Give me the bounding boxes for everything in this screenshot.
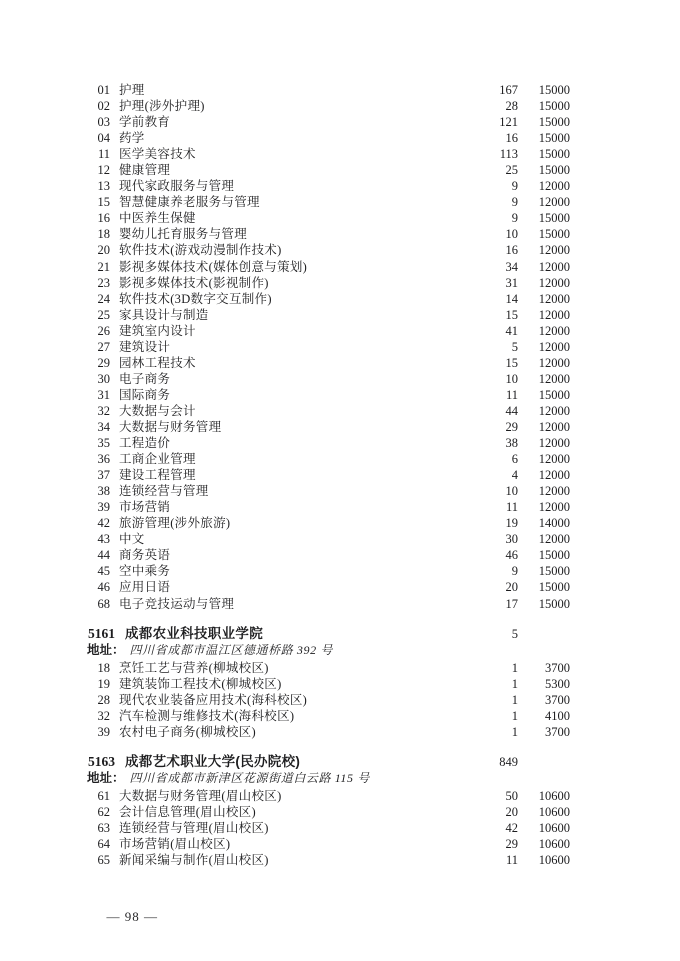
program-code: 11 xyxy=(97,147,110,162)
program-row xyxy=(88,82,570,98)
program-code: 20 xyxy=(97,243,110,258)
program-code: 44 xyxy=(97,548,110,563)
program-count: 9 xyxy=(511,179,518,194)
program-name: 会计信息管理(眉山校区) xyxy=(119,804,256,819)
program-count: 44 xyxy=(505,403,518,418)
program-row xyxy=(88,146,570,162)
program-name: 应用日语 xyxy=(119,580,171,595)
program-fee: 15000 xyxy=(538,580,570,595)
program-fee: 12000 xyxy=(538,179,570,194)
program-count: 20 xyxy=(505,580,518,595)
program-count: 1 xyxy=(511,708,518,723)
program-code: 26 xyxy=(97,323,110,338)
program-row xyxy=(88,210,570,226)
program-row xyxy=(88,98,570,114)
program-count: 11 xyxy=(505,500,518,515)
program-name: 工商企业管理 xyxy=(119,452,196,467)
program-count: 1 xyxy=(511,676,518,691)
program-name: 软件技术(3D数字交互制作) xyxy=(119,291,272,306)
program-name: 建设工程管理 xyxy=(119,468,196,483)
program-row xyxy=(88,291,570,307)
university-code: 5161 xyxy=(88,625,115,641)
program-code: 18 xyxy=(97,227,110,242)
program-code: 12 xyxy=(97,163,110,178)
university-header xyxy=(88,625,570,642)
program-row xyxy=(88,804,570,820)
program-code: 04 xyxy=(97,131,110,146)
program-fee: 15000 xyxy=(538,387,570,402)
program-fee: 12000 xyxy=(538,403,570,418)
program-code: 15 xyxy=(97,195,110,210)
program-name: 护理(涉外护理) xyxy=(119,99,205,114)
program-count: 11 xyxy=(505,387,518,402)
program-count: 19 xyxy=(505,516,518,531)
program-row xyxy=(88,451,570,467)
program-name: 汽车检测与维修技术(海科校区) xyxy=(119,708,295,723)
program-name: 中文 xyxy=(119,532,145,547)
program-code: 01 xyxy=(97,83,110,97)
program-count: 16 xyxy=(505,243,518,258)
program-code: 46 xyxy=(97,580,110,595)
program-fee: 12000 xyxy=(538,243,570,258)
program-fee: 10600 xyxy=(538,852,570,867)
university-name: 成都艺术职业大学(民办院校) xyxy=(125,753,301,769)
program-row xyxy=(88,162,570,178)
program-name: 护理 xyxy=(119,83,145,97)
program-row xyxy=(88,708,570,724)
university-section-5161 xyxy=(88,625,570,740)
program-name: 电子商务 xyxy=(119,371,171,386)
program-count: 1 xyxy=(511,724,518,739)
program-row xyxy=(88,307,570,323)
program-name: 工程造价 xyxy=(119,436,171,451)
program-code: 43 xyxy=(97,532,110,547)
program-name: 新闻采编与制作(眉山校区) xyxy=(119,852,269,867)
program-code: 37 xyxy=(97,468,110,483)
program-fee: 12000 xyxy=(538,452,570,467)
program-row xyxy=(88,178,570,194)
program-name: 药学 xyxy=(119,131,145,146)
program-fee: 5300 xyxy=(545,676,570,691)
program-name: 旅游管理(涉外旅游) xyxy=(119,516,231,531)
address-value: 四川省成都市温江区德通桥路 392 号 xyxy=(129,642,333,657)
program-count: 25 xyxy=(505,163,518,178)
program-fee: 10600 xyxy=(538,804,570,819)
program-code: 34 xyxy=(97,419,110,434)
program-fee: 12000 xyxy=(538,436,570,451)
program-count: 38 xyxy=(505,436,518,451)
program-row xyxy=(88,579,570,595)
program-fee: 12000 xyxy=(538,468,570,483)
program-name: 影视多媒体技术(媒体创意与策划) xyxy=(119,259,308,274)
program-fee: 12000 xyxy=(538,291,570,306)
program-name: 市场营销(眉山校区) xyxy=(119,836,231,851)
program-fee: 15000 xyxy=(538,596,570,611)
program-fee: 10600 xyxy=(538,788,570,803)
program-row xyxy=(88,836,570,852)
program-count: 9 xyxy=(511,211,518,226)
program-count: 31 xyxy=(505,275,518,290)
program-code: 24 xyxy=(97,291,110,306)
program-fee: 3700 xyxy=(545,692,570,707)
program-name: 影视多媒体技术(影视制作) xyxy=(119,275,269,290)
program-fee: 15000 xyxy=(538,548,570,563)
program-code: 21 xyxy=(97,259,110,274)
program-fee: 12000 xyxy=(538,259,570,274)
program-name: 大数据与财务管理(眉山校区) xyxy=(119,788,282,803)
program-name: 中医养生保健 xyxy=(119,211,196,226)
page-number: — 98 — xyxy=(106,909,158,924)
program-code: 64 xyxy=(97,836,110,851)
program-count: 121 xyxy=(499,115,518,130)
program-name: 建筑装饰工程技术(柳城校区) xyxy=(119,676,282,691)
program-row xyxy=(88,130,570,146)
program-code: 16 xyxy=(97,211,110,226)
program-row xyxy=(88,403,570,419)
program-count: 28 xyxy=(505,99,518,114)
document-content xyxy=(88,82,570,868)
program-rows xyxy=(88,788,570,868)
program-name: 现代家政服务与管理 xyxy=(119,179,235,194)
program-row xyxy=(88,339,570,355)
program-fee: 15000 xyxy=(538,564,570,579)
program-fee: 15000 xyxy=(538,211,570,226)
program-row xyxy=(88,676,570,692)
program-row xyxy=(88,467,570,483)
program-fee: 12000 xyxy=(538,339,570,354)
program-code: 03 xyxy=(97,115,110,130)
program-count: 9 xyxy=(511,564,518,579)
program-fee: 12000 xyxy=(538,323,570,338)
program-count: 1 xyxy=(511,692,518,707)
program-fee: 3700 xyxy=(545,724,570,739)
program-fee: 15000 xyxy=(538,99,570,114)
program-code: 18 xyxy=(97,660,110,675)
program-name: 婴幼儿托育服务与管理 xyxy=(119,227,248,242)
program-name: 园林工程技术 xyxy=(119,355,196,370)
program-code: 39 xyxy=(97,724,110,739)
program-name: 建筑设计 xyxy=(119,339,171,354)
program-code: 63 xyxy=(97,820,110,835)
program-name: 现代农业装备应用技术(海科校区) xyxy=(119,692,308,707)
program-fee: 4100 xyxy=(545,708,570,723)
program-fee: 12000 xyxy=(538,532,570,547)
program-code: 19 xyxy=(97,676,110,691)
program-row xyxy=(88,259,570,275)
program-code: 38 xyxy=(97,484,110,499)
program-row xyxy=(88,531,570,547)
program-fee: 14000 xyxy=(538,516,570,531)
program-count: 10 xyxy=(505,484,518,499)
program-count: 41 xyxy=(505,323,518,338)
program-fee: 12000 xyxy=(538,419,570,434)
program-name: 健康管理 xyxy=(119,163,171,178)
program-row xyxy=(88,226,570,242)
university-name: 成都农业科技职业学院 xyxy=(125,625,263,641)
program-name: 大数据与会计 xyxy=(119,403,196,418)
program-name: 国际商务 xyxy=(119,387,171,402)
program-name: 大数据与财务管理 xyxy=(119,419,222,434)
university-address-line xyxy=(87,770,570,786)
university-total-count: 849 xyxy=(499,754,518,769)
program-code: 32 xyxy=(97,403,110,418)
program-fee: 12000 xyxy=(538,371,570,386)
program-code: 23 xyxy=(97,275,110,290)
program-fee: 15000 xyxy=(538,147,570,162)
program-count: 15 xyxy=(505,307,518,322)
program-code: 25 xyxy=(97,307,110,322)
university-total-count: 5 xyxy=(511,626,518,641)
program-row xyxy=(88,194,570,210)
program-row xyxy=(88,242,570,258)
program-count: 29 xyxy=(505,419,518,434)
program-fee: 15000 xyxy=(538,115,570,130)
program-count: 113 xyxy=(499,147,518,162)
program-code: 02 xyxy=(97,99,110,114)
program-count: 10 xyxy=(505,227,518,242)
program-count: 20 xyxy=(505,804,518,819)
program-rows xyxy=(88,82,570,612)
program-name: 智慧健康养老服务与管理 xyxy=(119,195,260,210)
program-fee: 15000 xyxy=(538,131,570,146)
program-row xyxy=(88,724,570,740)
program-code: 62 xyxy=(97,804,110,819)
program-row xyxy=(88,419,570,435)
program-row xyxy=(88,114,570,130)
program-count: 16 xyxy=(505,131,518,146)
program-code: 61 xyxy=(97,788,110,803)
program-code: 35 xyxy=(97,436,110,451)
program-count: 29 xyxy=(505,836,518,851)
program-count: 17 xyxy=(505,596,518,611)
program-list-continuation xyxy=(88,82,570,612)
program-row xyxy=(88,788,570,804)
program-name: 建筑室内设计 xyxy=(119,323,196,338)
program-count: 30 xyxy=(505,532,518,547)
program-row xyxy=(88,275,570,291)
program-name: 医学美容技术 xyxy=(119,147,196,162)
program-row xyxy=(88,547,570,563)
program-count: 6 xyxy=(511,452,518,467)
program-count: 4 xyxy=(511,468,518,483)
program-fee: 10600 xyxy=(538,820,570,835)
page-footer xyxy=(98,893,158,925)
program-count: 167 xyxy=(499,83,518,97)
program-fee: 12000 xyxy=(538,500,570,515)
program-row xyxy=(88,660,570,676)
program-fee: 12000 xyxy=(538,484,570,499)
program-code: 65 xyxy=(97,852,110,867)
program-row xyxy=(88,371,570,387)
program-row xyxy=(88,852,570,868)
program-name: 软件技术(游戏动漫制作技术) xyxy=(119,243,282,258)
university-address-line xyxy=(87,642,570,658)
program-code: 42 xyxy=(97,516,110,531)
program-code: 68 xyxy=(97,596,110,611)
university-code: 5163 xyxy=(88,753,115,769)
program-name: 连锁经营与管理 xyxy=(119,484,209,499)
program-fee: 15000 xyxy=(538,83,570,97)
program-name: 电子竞技运动与管理 xyxy=(119,596,235,611)
program-count: 50 xyxy=(505,788,518,803)
program-row xyxy=(88,563,570,579)
program-code: 39 xyxy=(97,500,110,515)
program-fee: 12000 xyxy=(538,275,570,290)
program-fee: 15000 xyxy=(538,227,570,242)
program-code: 27 xyxy=(97,339,110,354)
address-label: 地址： xyxy=(87,770,125,785)
program-name: 烹饪工艺与营养(柳城校区) xyxy=(119,660,269,675)
program-name: 市场营销 xyxy=(119,500,171,515)
program-name: 学前教育 xyxy=(119,115,171,130)
program-code: 36 xyxy=(97,452,110,467)
program-code: 29 xyxy=(97,355,110,370)
program-row xyxy=(88,820,570,836)
program-count: 11 xyxy=(505,852,518,867)
program-count: 9 xyxy=(511,195,518,210)
program-count: 34 xyxy=(505,259,518,274)
address-value: 四川省成都市新津区花源街道白云路 115 号 xyxy=(129,770,370,785)
program-count: 14 xyxy=(505,291,518,306)
program-fee: 10600 xyxy=(538,836,570,851)
program-count: 1 xyxy=(511,660,518,675)
program-rows xyxy=(88,660,570,740)
university-section-5163 xyxy=(88,753,570,868)
program-row xyxy=(88,499,570,515)
program-name: 商务英语 xyxy=(119,548,171,563)
program-row xyxy=(88,323,570,339)
program-row xyxy=(88,483,570,499)
program-count: 46 xyxy=(505,548,518,563)
program-row xyxy=(88,355,570,371)
program-fee: 3700 xyxy=(545,660,570,675)
program-name: 家具设计与制造 xyxy=(119,307,209,322)
program-code: 28 xyxy=(97,692,110,707)
program-fee: 12000 xyxy=(538,195,570,210)
program-count: 42 xyxy=(505,820,518,835)
program-name: 空中乘务 xyxy=(119,564,171,579)
program-code: 32 xyxy=(97,708,110,723)
program-row xyxy=(88,596,570,612)
program-row xyxy=(88,515,570,531)
program-code: 13 xyxy=(97,179,110,194)
program-name: 农村电子商务(柳城校区) xyxy=(119,724,256,739)
program-count: 15 xyxy=(505,355,518,370)
program-fee: 15000 xyxy=(538,163,570,178)
program-row xyxy=(88,387,570,403)
program-fee: 12000 xyxy=(538,307,570,322)
university-header xyxy=(88,753,570,770)
program-count: 10 xyxy=(505,371,518,386)
address-label: 地址： xyxy=(87,642,125,657)
program-row xyxy=(88,692,570,708)
program-code: 30 xyxy=(97,371,110,386)
program-count: 5 xyxy=(511,339,518,354)
program-fee: 12000 xyxy=(538,355,570,370)
program-name: 连锁经营与管理(眉山校区) xyxy=(119,820,269,835)
program-code: 31 xyxy=(97,387,110,402)
program-code: 45 xyxy=(97,564,110,579)
program-row xyxy=(88,435,570,451)
